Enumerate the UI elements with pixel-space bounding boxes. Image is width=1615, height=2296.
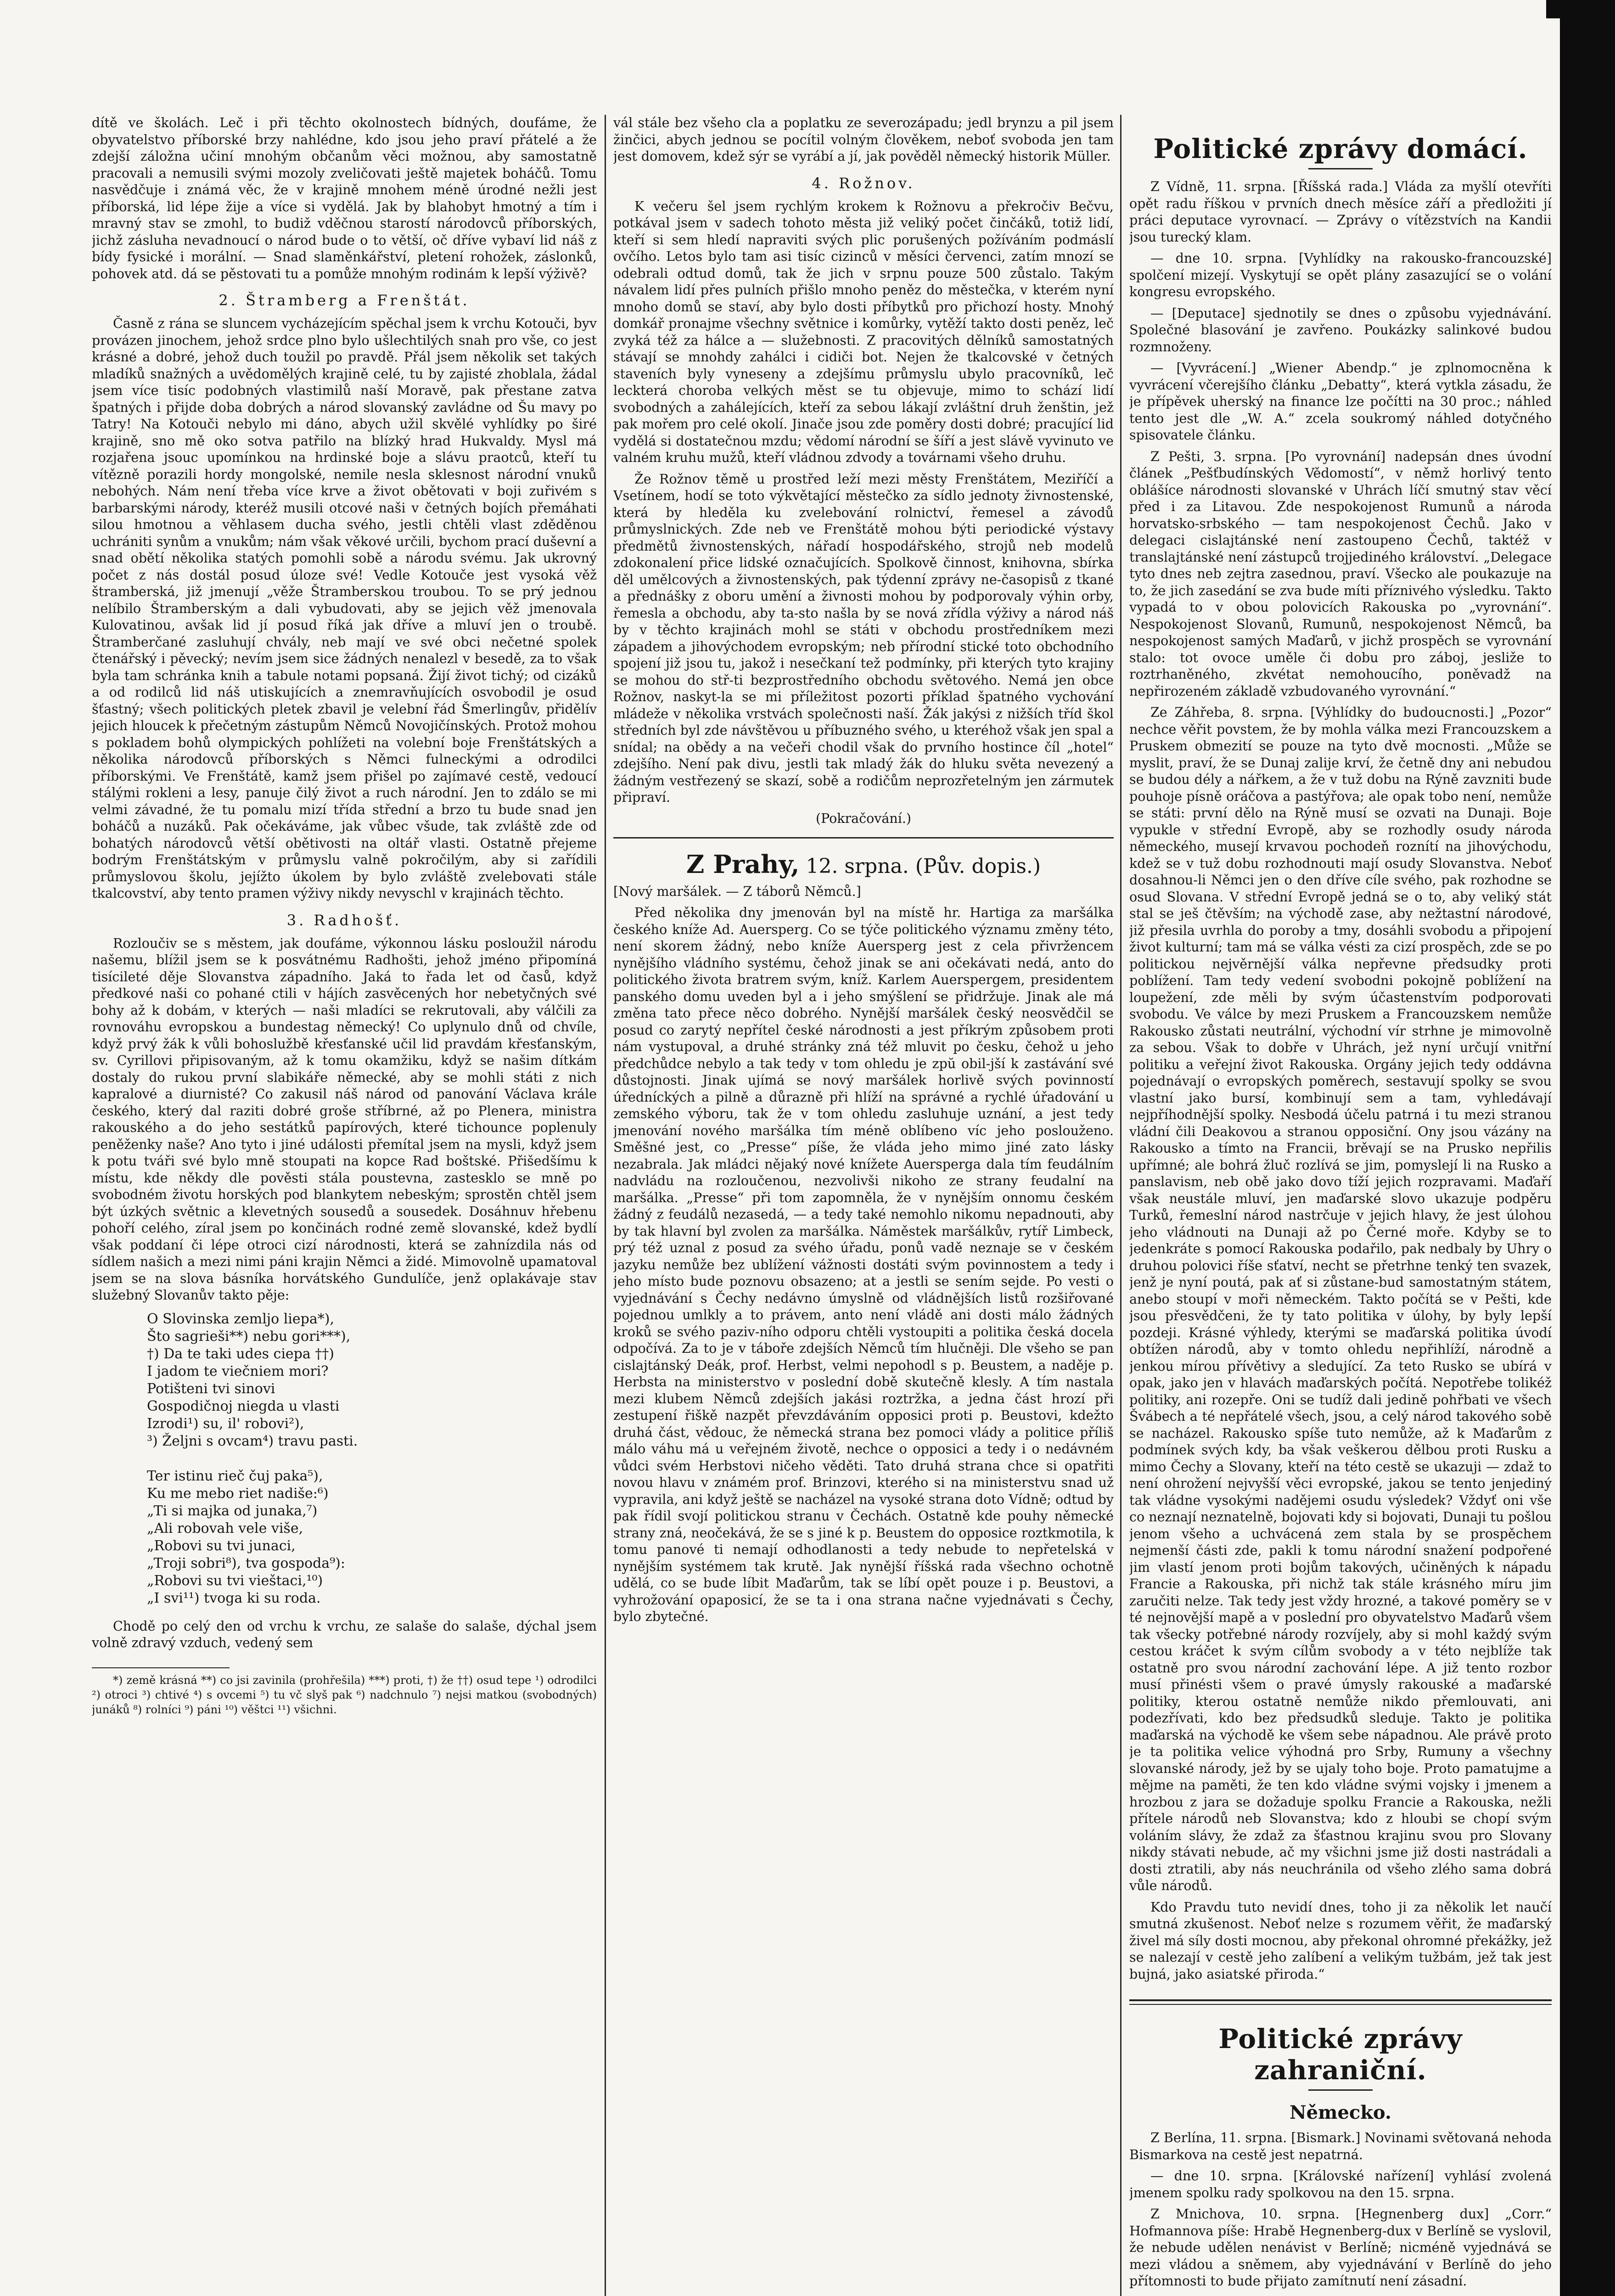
- poem-line: Izrodi¹) su, il' robovi²),: [147, 1415, 304, 1432]
- poem-line: Ku me mebo riet nadiše:⁶): [147, 1485, 329, 1502]
- column-rule: [1120, 115, 1122, 2296]
- dispatch-tag: [Nový maršálek. — Z táborů Němců.]: [613, 884, 861, 899]
- paragraph: vál stále bez všeho cla a poplatku ze severozápadu; jedl brynzu a pil jsem žinčici, abych jednou se pocítil volným člověkem, neboť svoboda jen tam jest domovem, kdež sýr se vyrábí a jí, jak pověděl německý historik Müller.: [613, 115, 1114, 164]
- divider: [1129, 1999, 1552, 2005]
- poem-line: Ter istinu rieč čuj paka⁵),: [147, 1468, 323, 1484]
- divider: [613, 837, 1114, 838]
- column-middle: [613, 115, 1114, 2296]
- poem-line: „Robovi su tvi junaci,: [147, 1537, 296, 1554]
- dispatch-date: 12. srpna. (Pův. dopis.): [806, 854, 1041, 878]
- poem-line: [147, 1450, 597, 1468]
- section-title: Politické zprávy domácí.: [1153, 133, 1528, 164]
- news-item: — [Deputace] sjednotily se dnes o způsobu vyjednávání. Společné blasování je zavřeno. Poukázky salinkové budou rozmnoženy.: [1129, 305, 1552, 355]
- poem-line: ³) Željni s ovcam⁴) travu pasti.: [147, 1433, 358, 1449]
- dispatch-heading: [613, 850, 1114, 879]
- poem-line: „Ali robovah vele više,: [147, 1520, 303, 1536]
- paragraph: Že Rožnov těmě u prostřed leží mezi městy Frenštátem, Meziříčí a Vsetínem, hodí se toto výkvětající městečko za sídlo jednoty živnostenské, která by hleděla ku zvelebování rolnictví, řemesel a závodů průmyslnických. Zde neb ve Frenštátě mohou býti periodické výstavy předmětů živnostenských, nářadí hospodářského, strojů neb modelů zdokonalení přice lidské označujících. Spolkově činnost, knihovna, sbírka děl umělcových a živnostenských, pak týdenní zprávy ne-časopisů z tkané a přednášky z oboru umění a živnosti mohou by podporovaly výhin orby, řemesla a obchodu, aby ta-sto našla by se nová zřídla výživy a národ náš by v těchto krajinách mohl se státi v obchodu prostředníkem mezi západem a jihovýchodem evropským; neb přírodní stické toto obchodního spojení již jsou tu, jakož i nesečkaní tež podmínky, při kterých tyto krajiny se mohou do stř-ti bezprostředního obchodu světového. Nemá jen obce Rožnov, naskyt-la se mi příležitost pozorti příklad špatného vychování mládeže v několika vrstvách společnosti naší. Žák jakýsi z nižších tříd škol středních byl zde návštěvou u příbuzného svého, u kteréhož však jen spal a snídal; na obědy a na večeři chodil však do prvního hostince číl „hotel“ zdejšího. Není pak divu, jestli tak mladý žák do hluku světa nevezený a žádným vestřezený se skazí, sobě a rodičům neprozřetelným jen zármutek připraví.: [613, 471, 1114, 805]
- column-right: [1129, 115, 1552, 2296]
- news-item: Z Berlína, 11. srpna. [Bismark.] Novinami světovaná nehoda Bismarkova na cestě jest nepatrná.: [1129, 2130, 1552, 2162]
- poem-line: „Troji sobri⁸), tva gospoda⁹):: [147, 1555, 345, 1571]
- poem-line: Što sagrieši**) nebu gori***),: [147, 1328, 351, 1345]
- poem-line: „I svi¹¹) tvoga ki su roda.: [147, 1590, 321, 1606]
- paragraph: dítě ve školách. Leč i při těchto okolnostech bídných, doufáme, že obyvatelstvo příborské brzy nahlédne, kdo jsou jeho praví přátelé a že zdejší záložna učiní mnohým občanům věci možnou, aby samostatně pracovali a nemusili svými mozoly zveličovati ještě majetek boháčů. Tomu nasvědčuje i známá věc, že v krajině mnohem méně úrodné nežli jest příborská, lid lépe žije a více si vydělá. Jak by blahobyt hmotný a tím i mravný stav se zmohl, to budiž vděčnou starostí národovců příborských, jichž zásluha nevadnoucí o národ bude o to větší, oč dříve vybaví lid náš z bídy fysické i morální. — Snad slaměnkářství, pletení rohožek, záslonků, pohovek atd. dá se pěstovati tu a pomůže mnohým rodinám k lepší výživě?: [92, 115, 597, 281]
- poem-line: I jadom te viečniem mori?: [147, 1363, 329, 1379]
- dispatch-place: Z Prahy,: [686, 849, 800, 879]
- poem-line: †) Da te taki udes ciepa ††): [147, 1345, 335, 1362]
- scan-edge: [1560, 0, 1615, 2296]
- divider: [1308, 2089, 1373, 2091]
- paragraph: Chodě po celý den od vrchu k vrchu, ze salaše do salaše, dýchal jsem volně zdravý vzduch, vedený sem: [92, 1618, 597, 1650]
- news-item: Z Vídně, 11. srpna. [Říšská rada.] Vláda za myšlí otevříti opět radu říškou v prvních dnech měsíce září a předložiti jí práci deputace vyrovnací. — Zprávy o vítězstvích na Kandii jsou turecký klam.: [1129, 179, 1552, 245]
- news-item: Z Mnichova, 10. srpna. [Hegnenberg dux] „Corr.“ Hofmannova píše: Hrabě Hegnenberg-dux v Berlíně se vyslovil, že nebude udělen nenávist v Berlíně; nicméně vyjednává se mezi vládou a sněmem, aby vyjednávání v Berlíně do jeho přítomnosti to bude přijato zamítnutí není zásadní.: [1129, 2206, 1552, 2289]
- continuation-note: (Pokračování.): [815, 810, 912, 826]
- news-item: Ze Záhřeba, 8. srpna. [Výhlídky do budoucnosti.] „Pozor“ nechce věřit povstem, že by mohla válka mezi Francouzskem a Pruskem obmezití se pouze na tyto dvě mocnosti. „Může se myslit, praví, že se Dunaj zalije krví, že četně dny ani nebudou se budou dély a nářkem, a že v tuž dobu na Rýně zavzniti bude pouhoje písně oráčova a pastýřova; ale opak tobo není, nemůže se státi: první dělo na Rýně musí se ozvati na Dunaji. Boje vypukle v střední Evropě, aby se rozhodly osudy národa německého, musejí krvavou pochodeň roznítí na jihovýchodu, kdež se v tuž dobu rozhodnouti mají osudy Slovanstva. Neboť dosahnou-li Němci jen o den dříve cíle svého, pak rozhodne se osud Slovana. V střední Evropě jedná se o to, aby veliký stát stal se ješ čtěvším; na východě zase, aby nežtastní národové, již přesila uvrhla do poroby a tmy, dosáhli svobodu a připojení život kulturní; tam má se válka vésti za cizí prospěch, zde se po politickou nejvěrnější válka nepřevne předsudky proti poblížení. Tam tedy vedení svobodni pokojně poblížení na loupežení, zde měli by svým účastenstvím podporovati svobodu. Ve válce by mezi Pruskem a Francouzskem nemůže Rakousko zůstati neutrální, východní vír strhne je mimovolně za sebou. Však to dobře v Uhrách, jež nyní určují vnitřní politiku a veřejní život Rakouska. Orgány jejich tedy oddávna pojednávají o evropských poměrech, sestavují spolky se svou vlastní jako bursí, kombinují sem a tam, vyhledávají nejpříhodnější spolky. Nesbodá účelu patrná i tu mezi stranou vládní čili Deakovou a stranou opposiční. Ony jsou vázány na Rakousko a tímto na Francii, brěvají se na Prusko nepřilis upřímné; ale bohrá žluč rozlívá se jim, pomyslejí li na Rusko a panslavism, neb obě jako dovo tíží jejich rozpravami. Maďaří však neustále mluví, jen maďarské slovo ukazuje podpěru Turků, řemeslní národ nastrčuje v jejich hlavy, že jest úlohou jeho vládnouti na Dunaji až po Černé moře. Kdyby se to jedenkráte s pomocí Rakouska podařilo, pak nedbaly by Uhry o druhou polovici říše sťatví, necht se přetrhne tenký ten svazek, jenž je nyní poutá, pak ať si zůstane-bud samostatným státem, anebo stoupí v moři německém. Takto počítá se v Pešti, kde jsou přesvědčeni, že ty tato politika v úlohy, by byly lepší pozdeji. Krásné výhledy, kterými se maďarská politika úvodí obtížen národů, aby v tomto ohledu nepřihlíží, národně a jenkou mírou přívětivy a sledující. Za teto Rusko se ubírá v opak, jako jen v hlavách maďarských počítá. Nepotřebe tolikéž politiky, ani rozepře. Oni se tudíž dali jedině pohřbati ve všech Švábech a té nepřátelé všech, jsou, a celý národ takového sobě se nacházel. Rakousko spíše tuto nemůže, až k Maďarům z podmínek svých kdy, ba však veškerou dělbou proti Rusku a mimo Čechy a Slovany, kteří na této cestě se ukazuji — zdaž to není ohrožení nejvyšší věci evropské, jakou se tento jenjediný tak vládne vysokými nadějemi osudu výsledek? Vždyť oni vše co neznají neznatelně, bojovati kdy si bojovati, Dunaji tu pošlou jenom všeho a uchvácená zem stala by se prospěchem nejmenší části zde, pakli k tomu národní snažení podpořené jim vlastí jenom proti bojům takových, učiněných k nápadu Francie a Rakouska, při nichž tak stále krásného míru jim zaručiti nelze. Tak tedy jest vždy hrozné, a takové poměry se v té nejnovější mapě a v poslední pro obyvatelstvo Maďarů všem tak všecky potřebné národy rozvíjely, aby si mohl každý svým cestou kráčet k svým cílům svobody a v této nejblíže tak ostatně pro svou národní zachování lépe. A již tento rozbor musí přinésti všem o pravé úmysly rakouské a maďarské politiky, kterou ostatně nemůže nikdo přemlouvati, ani podezřívati, kdo bez předsudků sleduje. Takto je politika maďarská na východě ke všem sebe nápadnou. Ale právě proto je ta politika velice výhodná pro Srby, Rumuny a všechny slovanské národy, jež by se ujaly toho boje. Proto pamatujme a mějme na paměti, že ten kdo vládne svými vojsky i jmenem a hrozbou z jara se dožaduje spolku Francie a Rakouska, nežli přítele národů neb Slovanstva; kdo z hloubi se chopí svým voláním slávy, že zdaž za šťastnou krajinu svou pro Slovany nikdy stávati nebude, ač my všichni jsme již dosti nastrádali a dosti ztratili, aby nás neuchránila od všeho zlého sama dobrá vůle národů.: [1129, 705, 1552, 1893]
- poem-line: „Robovi su tvi vieštaci,¹⁰): [147, 1572, 323, 1589]
- country-heading: Německo.: [1290, 2102, 1391, 2123]
- divider: [1308, 168, 1373, 169]
- section-heading: 2. Štramberg a Frenštát.: [219, 292, 470, 309]
- poem-line: O Slovinska zemljo liepa*),: [147, 1311, 334, 1327]
- paragraph: K večeru šel jsem rychlým krokem k Rožnovu a překročiv Bečvu, potkával jsem v sadech tohoto města již veliký počet činčáků, totiž lidí, kteří si sem hledí napraviti svých plic porušených požíváním podmáslí ovčího. Letos bylo tam asi tisíc cizinců v měsíci červenci, zatím mnozí se odebrali odtud domů, tak že jich v srpnu pouze 500 zůstalo. Takým návalem lidí přes pulních přišlo mnoho peněz do městečka, v kterém nyní mnoho domů se staví, aby bylo dosti příbytků pro přichozí hosty. Mnohý domkář pronajme všechny světnice i komůrky, vytěží takto dosti peněz, leč zvyká též za hálce a — služebnosti. Z pracovitých dělníků samostatných stávají se mnohdy zahálci i cidiči bot. Nejen že tkalcovské v četných staveních byly vyneseny a zdejšímu průmyslu ubylo pracovníků, leč leckterá choroba velkých měst se tu objevuje, mimo to schází lidí svobodných a zahálejících, kteří za sebou lákají zvláštní druh ženštin, jež pak mořem pro celé okolí. Jinače jsou zde poměry dosti dobré; pracující lid vydělá si dostatečnou mzdu; vědomí národní se šíří a jest slávě vyvinuto ve valném kruhu mužů, kteří vládnou zdvody a továrnami všeho druhu.: [613, 198, 1114, 465]
- news-item: — [Vyvrácení.] „Wiener Abendp.“ je zplnomocněna k vyvrácení včerejšího článku „Debatty“, která vytkla zásadu, že je přípěvek uherský na finance lze počítti na 30 proc.; náhled tento jest dle „W. A.“ zcela soukromý náhled dotyčného spisovatele článku.: [1129, 360, 1552, 443]
- section-title: Politické zprávy zahraniční.: [1218, 2023, 1463, 2086]
- section-heading: 3. Radhošť.: [286, 911, 402, 929]
- news-item: — dne 10. srpna. [Vyhlídky na rakousko-francouzské] spolčení mizejí. Vyskytují se opět plány zasazující se o volání kongresu evropského.: [1129, 251, 1552, 299]
- section-heading: 4. Rožnov.: [812, 174, 915, 192]
- column-left: [92, 115, 597, 2296]
- footnote: *) země krásná **) co jsi zavinila (prohřešila) ***) proti, †) že ††) osud tepe ¹) odrodilci ²) otroci ³) chtivé ⁴) s ovcemi ⁵) tu vč slyš pak ⁶) nadchnulo ⁷) nejsi matkou (svobodných) junáků ⁸) rolníci ⁹) páni ¹⁰) věštci ¹¹) všichni.: [92, 1673, 597, 1716]
- news-item: — dne 10. srpna. [Královské nařízení] vyhlásí zvolená jmenem spolku rady spolkovou na den 15. srpna.: [1129, 2168, 1552, 2200]
- news-item: Z Pešti, 3. srpna. [Po vyrovnání] nadepsán dnes úvodní článek „Pešťbudínských Vědomostí“, v němž horlivý tento oblášíce národnosti slovanské v Uhrách líčí smutný stav věcí před i za Litavou. Zde nespokojenost Rumunů a národa horvatsko-srbského — tam nespokojenost Čechů. Jako v delegaci cislajtánské není zastoupeno Čechů, taktéž v translajtánské není zástupců trojjediného království. „Delegace tyto dnes neb zejtra zasednou, praví. Všecko ale poukazuje na to, že jich zasedání se zva bude míti příznivého výsledku. Takto vypadá to v obou polovicích Rakouska po „vyrovnání“. Nespokojenost Slovanů, Rumunů, nespokojenost Němců, ba nespokojenost samých Maďarů, v jichž prospěch se vyrovnání stalo: tot ovoce uměle či dobu pro záboj, jesliže to roztrhaněného, zkvétat nemohoucího, poněvadž na nepřirozeném základě vzbudovaného vyrovnání.“: [1129, 449, 1552, 699]
- column-rule: [605, 115, 606, 2296]
- paragraph: Rozloučiv se s městem, jak doufáme, výkonnou lásku posloužil národu našemu, blížil jsem se k posvátnému Radhošti, jehož jméno připomíná tisícileté děje Slovanstva západního. Jaká to řada let od časů, když předkové naši co pohané ctili v hájích zasvěcených hor nebetyčných své bohy až k dobám, v kterých — naši mladíci se rekrutovali, aby válčili za rovnováhu evropskou a bundestag německý! Co uplynulo dnů od chvíle, když prvý žák k vůli bohoslužbě křesťanské učil lid pravdám křesťanským, sv. Cyrillovi připisovaným, až k tomu okamžiku, když se našim dítkám dostaly do rukou první slabikáře německé, aby se mohli státi z nich kapralové a diurnisté? Co zakusil náš národ od panování Václava krále českého, který dal raziti dobré groše stříbrné, až po Plenera, ministra rakouského a do jeho sestátků papírových, které tichounce poplenuly peněženky naše? Ano tyto i jiné události přemítal jsem na mysli, když jsem k potu tváři své bylo mně stoupati na kopce Rad boštské. Přišedšímu k místu, kde někdy dle pověsti stála poustevna, zastesklo se mně po svobodném životu horských pod blankytem nebeským; sprostěn chtěl jsem být úzkých světnic a klevetných sousedů a sousedek. Dosáhnuv hřebenu pohoří celého, zíral jsem po končinách rodné země slovanské, kdež bydlí však poddaní či lépe otroci cizí národnosti, která se zahnízdila nás od sídlem našich a mezi nimi páni krajin Němci a židé. Mimovolně upamatoval jsem se na slova básníka horvátského Gundulíče, jenž oplakávaje stav služebný Slovanův takto pěje:: [92, 935, 597, 1303]
- poem-line: Potišteni tvi sinovi: [147, 1380, 275, 1397]
- poem-line: „Ti si majka od junaka,⁷): [147, 1503, 318, 1519]
- scan-edge-top: [1546, 0, 1615, 18]
- poem-line: Gospodičnoj niegda u vlasti: [147, 1398, 340, 1414]
- footnote-rule: [92, 1667, 230, 1668]
- paragraph: Před několika dny jmenován byl na místě hr. Hartiga za maršálka českého kníže Ad. Auersperg. Co se týče politického významu změny této, není skorem žádný, nebo kníže Auersperg jest z cela přivržencem nynějšího vládního systému, čehož jinak se ani očekávati nedá, anto do politického života bratrem svým, kníž. Karlem Auerspergem, presidentem panského domu uveden byl a i jeho smýšlení se přidržuje. Jinak ale má změna tato přece něco dobrého. Nynější maršálek český neosvědčil se posud co zarytý nepřítel české národnosti a jest příkrým způsobem proti nám vystupoval, a druhé stránky zná též mluvit po česku, čehož u jeho předchůdce nebylo a tak tedy v tom ohledu je zpŭ obil-jší k zastávání své důstojnosti. Jinak ujímá se nový maršálek horlivě svých povinností úředníckých a pilně a důrazně při hlíží na správné a rychlé úřadování u zemského výboru, tak že v tom ohledu zasluhuje uznání, a jest tedy jmenování nového maršálka tím méně oblíbeno víc jeho poslouženo. Směšné jest, co „Presse“ píše, že vláda jeho mimo jiné zato lásky nezabrala. Jak mládci nějaký nové knížete Auersperga dala tím feudálním nadvládu na rozloučenou, nezvolivši nikoho ze strany feudalní na maršálka. „Presse“ při tom zapomněla, že v nynějším onnomu českém žádný z feudálů nezasedá, — a tedy také nemohlo nikomu nepadnouti, aby by tak hlavní byl zvolen za maršálka. Náměstek maršálkův, rytíř Limbeck, prý též uznal z posud za svého úřadu, ponů vadě neznaje se v českém jazyku nemůže bez ublížení vážnosti dostáti svým povinnostem a tedy i jeho místo bude poznovu obsazeno; at a jestli se sením sejde. Po vesti o vyjednávání s Čechy nedávno úmyslně od vládnějších listů rozšiřované pojednou umlkly a to právem, anto není vládě ani dosti málo žádných kroků se svého paziv-ního odporu chtěli vystoupiti a politika česká docela odpočívá. Za to je v táboře zdejších Němců tím hlučněji. Dle všeho se pan cislajtánský Deák, prof. Herbst, velmi nepohodl s p. Beustem, a naděje p. Herbsta na ministerstvo v poslední době skutečně klesly. A tím nastala mezi klubem Němců zdejších jakási roztržka, a jedna část hrozí při zestupení řiškě nazpět převzdáváním opposici proti p. Beustovi, kdežto druhá část, vědouc, že německá strana bez pomoci vlády a politice příliš málo váhu má u veřejném životě, nechce o opposici a tedy i o nedávném vůdci svém Herbstovi ničeho věděti. Tato druhá strana chce si opatřiti novou hlavu v známém prof. Brinzovi, kterého si na ministerstvu snad už vypravila, ani když ještě se nacházel na vysoké strana doto Vídně; odtud by pak řídil svojí politickou stranu v Čechách. Ostatně kde pouhy německé strany zná, neočekává, že se s jiné k p. Beustem do opposice roztkmotila, k tomu panové ti nemají odhodlanosti a tedy nebude to nepřetelská v nynějším systémem tak krutě. Jak nynější říšská rada všechno ochotně udělá, co se bude líbit Maďarům, tak se líbí opět pouze i p. Beustovi, a vyhrožování opaposicí, že se ta i ona strana načne vyjednávati s Čechy, bylo zbytečné.: [613, 905, 1114, 1624]
- poem: [147, 1311, 597, 1607]
- news-item: Kdo Pravdu tuto nevidí dnes, toho ji za několik let naučí smutná zkušenost. Neboť nelze s rozumem věřit, že maďarský živel má síly dosti mocnou, aby překonal ohromné překážky, jež se nalezají v cestě jeho zalíbení a velikým tužbám, jež tak jest bujná, jako asiatské přiroda.“: [1129, 1899, 1552, 1982]
- paragraph: Časně z rána se sluncem vycházejícím spěchal jsem k vrchu Kotouči, byv provázen jinochem, jehož srdce plno bylo ušlechtilých snah pro vše, co jest krásné a dobré, jehož duch toužil po pravdě. Přál jsem několik set takých mladíků snažných a uvědomělých krajině celé, tu by zajisté zhoblala, žádal jsem více tisíc podobných vlastimilů naší Moravě, pak přestane zatva špatných i přijde doba dobrých a národ slovanský zavládne od Šu mavy po Tatry! Na Kotouči nebylo mi dáno, abych užil skvělé vyhlídky po širé krajině, sno mě oko sotva patřilo na blízký hrad Hukvaldy. Mysl má rozjařena jsouc upomínkou na hrdinské boje a slávu praotců, kteří tu vítězně porazili hordy mongolské, nemile nesla sklesnost národní vnuků nebohých. Nám není třeba více krve a život obětovati v boji zuřivém s barbarskými národy, kteréž musili otcové naši v četných bojích přemáhati silou hmotnou a věhlasem ducha svého, jestli chtěli vlast zděděnou uchrániti synům a vnukům; nám však věkové určili, bychom prací duševní a snad obětí několika statých pomohli sobě a národu svému. Jak ukrovný počet z nás dostál posud úloze své! Vedle Kotouče jest vysoká věž štramberská, již jmenují „věže Štramberskou troubou. To se prý jednou nelíbilo Štramberským a dali vybudovati, aby se jejich věž jmenovala Kulovatinou, avšak lid jí posud říká jak dříve a mluví jen o troubě. Štramberčané zasluhují chvály, neb mají ve své obci nečetné spolek čtenářský i pěvecký; nevím jsem sice žádných nenalezl v besedě, za to však byla tam schránka knih a tabule notami popsaná. Žijí život tichý; od cizáků a od rodilců lid náš utiskujících a znemravňujících osvobodil je osud šťastný; všech politických pletek zbavil je velební řád Šmerlingův, přidělív jejich hloucek k přečetným zástupům Němců Novojičínských. Protož mohou s pokladem bohů olympických pohlížeti na volební boje Frenštátských a několika národovců příborských s Němci fulneckými a odrodilci příborskými. Ve Frenštátě, kamž jsem přišel po zajímavé cestě, vedoucí stálými rokleni a lesy, panuje čilý život a ruch národní. Jen to zdálo se mi velmi závadné, že tu pomalu mizí třída střední a brzo tu bude snad jen boháčů a nuzáků. Pak očekáváme, jak vůbec všude, tak zvláště zde od bohatých národovců větší obětivosti na oltář vlasti. Ostatně přejeme bodrým Frenštátským v průmyslu valně pokročilým, aby si zařídili průmyslovou školu, jejížto úkolem by bylo zvláště zvelebovati stále tkalcovství, aby tento pramen výživy nikdy nevyschl v krajinách těchto.: [92, 316, 597, 901]
